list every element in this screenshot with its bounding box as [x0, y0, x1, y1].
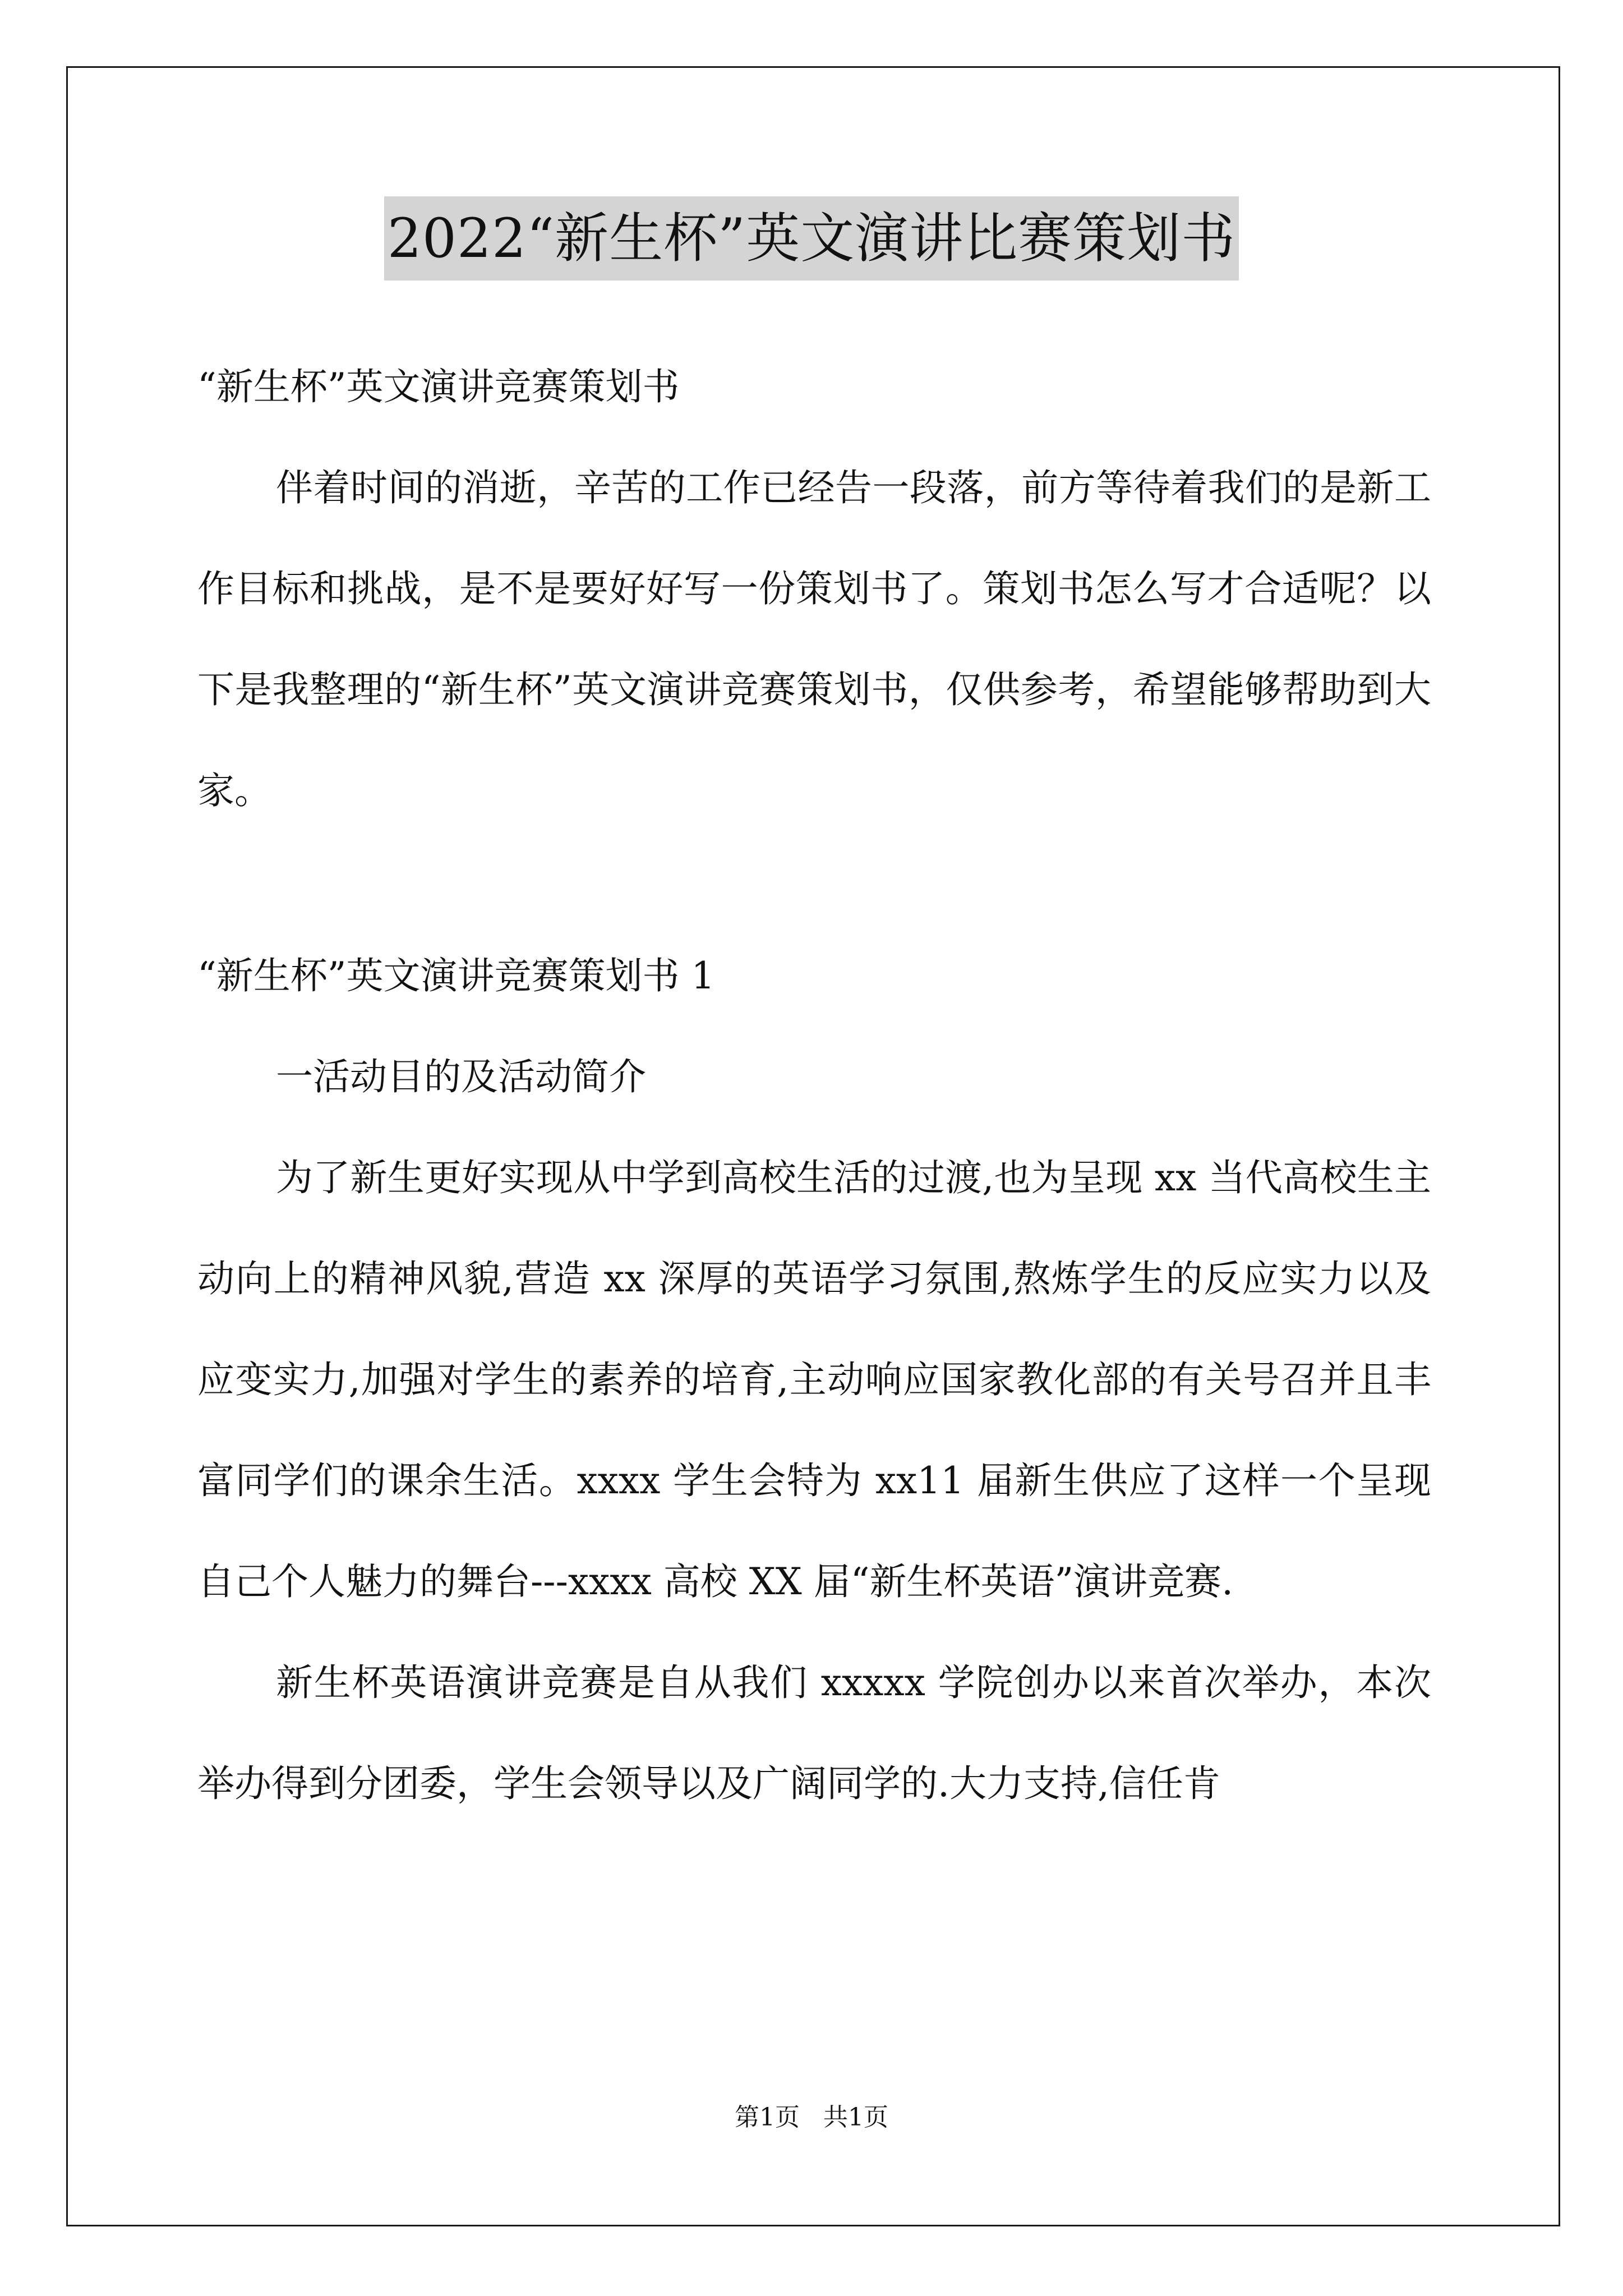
section-title: “新生杯”英文演讲竞赛策划书 1 — [197, 954, 715, 997]
page-footer: 第1页 共1页 — [735, 2103, 888, 2132]
intro-paragraph: 伴着时间的消逝，辛苦的工作已经告一段落，前方等待着我们的是新工作目标和挑战，是不是要好好写一份策划书了。策划书怎么写才合适呢？以下是我整理的“新生杯”英文演讲竞赛策划书，仅供参考，希望能够帮助到大家。 — [197, 466, 1431, 812]
document-body — [197, 337, 1431, 1834]
section-heading: 一活动目的及活动简介 — [276, 1055, 646, 1098]
body-paragraph-1: 为了新生更好实现从中学到高校生活的过渡,也为呈现 xx 当代高校生主动向上的精神风貌,营造 xx 深厚的英语学习氛围,熬炼学生的反应实力以及应变实力,加强对学生的素养的培育,主动响应国家教化部的有关号召并且丰富同学们的课余生活。xxxx 学生会特为 xx11 届新生供应了这样一个呈现自己个人魅力的舞台---xxxx 高校 XX 届“新生杯英语”演讲竞赛. — [197, 1156, 1431, 1603]
section-spacer — [197, 841, 1431, 926]
document-subtitle: “新生杯”英文演讲竞赛策划书 — [197, 365, 680, 408]
document-title: 2022“新生杯”英文演讲比赛策划书 — [384, 196, 1239, 280]
body-paragraph-2: 新生杯英语演讲竞赛是自从我们 xxxxx 学院创办以来首次举办，本次举办得到分团委，学生会领导以及广阔同学的.大力支持,信任肯 — [197, 1661, 1431, 1805]
title-container — [0, 196, 1623, 280]
